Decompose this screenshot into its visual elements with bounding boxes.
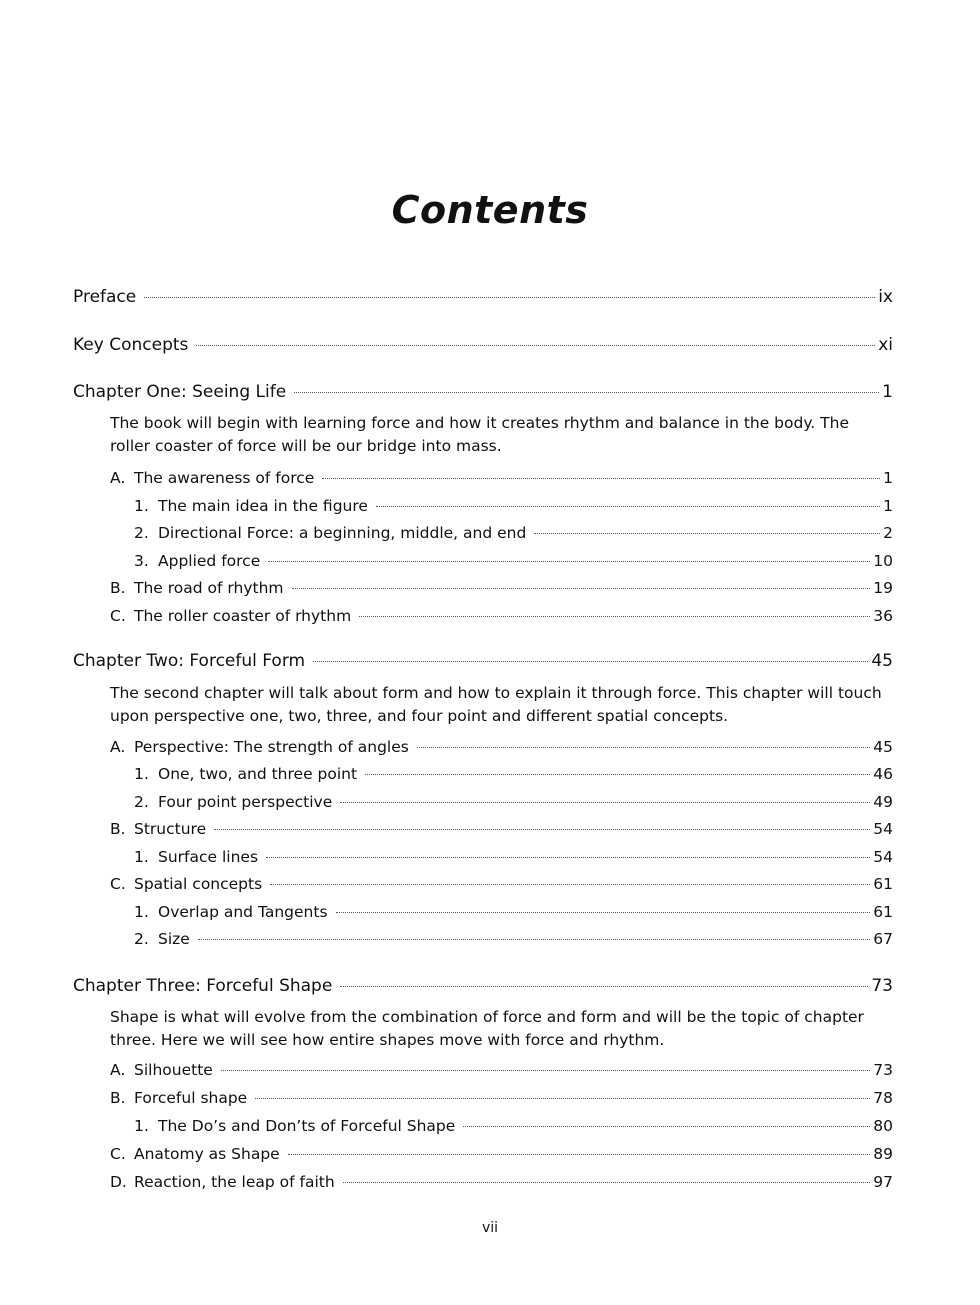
dot-leader	[336, 912, 871, 913]
toc-entry-section[interactable]	[110, 466, 893, 490]
toc-entry-chapter-one[interactable]	[73, 380, 893, 404]
toc-entry-number: 1.	[134, 903, 149, 921]
toc-entry-number: A.	[110, 469, 126, 487]
toc-entry-label: Directional Force: a beginning, middle, and end	[158, 524, 527, 542]
toc-entry-section[interactable]	[110, 735, 893, 759]
toc-entry-number: B.	[110, 1089, 126, 1107]
toc-entry-label: Structure	[134, 820, 207, 838]
toc-entry-section[interactable]	[110, 1170, 893, 1194]
toc-entry-page: 46	[873, 765, 893, 783]
toc-entry-page: 73	[873, 1061, 893, 1079]
toc-entry-subsection[interactable]	[134, 1114, 893, 1138]
toc-entry-page: 54	[873, 848, 893, 866]
dot-leader	[292, 588, 871, 589]
toc-entry-number: C.	[110, 1145, 126, 1163]
toc-entry-number: A.	[110, 1061, 126, 1079]
toc-entry-number: 1.	[134, 848, 149, 866]
toc-entry-page: 78	[873, 1089, 893, 1107]
dot-leader	[198, 939, 870, 940]
dot-leader	[534, 533, 880, 534]
toc-entry-label: Anatomy as Shape	[134, 1145, 280, 1163]
toc-entry-subsection[interactable]	[134, 494, 893, 518]
toc-entry-preface[interactable]	[73, 285, 893, 309]
toc-entry-page: 19	[873, 579, 893, 597]
toc-entry-label: Preface	[73, 287, 137, 307]
dot-leader	[322, 478, 880, 479]
toc-entry-page: 2	[883, 524, 893, 542]
toc-entry-section[interactable]	[110, 576, 893, 600]
toc-entry-number: D.	[110, 1173, 127, 1191]
toc-entry-number: 2.	[134, 524, 149, 542]
toc-entry-label: One, two, and three point	[158, 765, 358, 783]
toc-entry-page: 10	[873, 552, 893, 570]
dot-leader	[313, 661, 868, 662]
toc-entry-section[interactable]	[110, 1086, 893, 1110]
toc-entry-page: 1	[883, 497, 893, 515]
dot-leader	[294, 392, 879, 393]
toc-entry-page: 45	[871, 651, 893, 671]
toc-entry-page: 1	[882, 382, 893, 402]
toc-entry-number: B.	[110, 820, 126, 838]
toc-entry-label: Four point perspective	[158, 793, 333, 811]
toc-entry-label: Spatial concepts	[134, 875, 263, 893]
toc-entry-page: 45	[873, 738, 893, 756]
toc-entry-page: ix	[878, 287, 893, 307]
toc-entry-subsection[interactable]	[134, 845, 893, 869]
dot-leader	[340, 986, 868, 987]
toc-entry-number: 2.	[134, 930, 149, 948]
dot-leader	[288, 1154, 871, 1155]
toc-entry-section[interactable]	[110, 817, 893, 841]
toc-entry-page: 49	[873, 793, 893, 811]
toc-entry-number: C.	[110, 607, 126, 625]
dot-leader	[196, 345, 875, 346]
toc-entry-section[interactable]	[110, 872, 893, 896]
toc-entry-page: 89	[873, 1145, 893, 1163]
toc-entry-page: 1	[883, 469, 893, 487]
toc-entry-subsection[interactable]	[134, 549, 893, 573]
toc-entry-page: 97	[873, 1173, 893, 1191]
toc-entry-number: 1.	[134, 765, 149, 783]
toc-entry-section[interactable]	[110, 604, 893, 628]
toc-entry-subsection[interactable]	[134, 762, 893, 786]
toc-entry-label: Chapter Two: Forceful Form	[73, 651, 306, 671]
dot-leader	[463, 1126, 870, 1127]
toc-entry-number: C.	[110, 875, 126, 893]
dot-leader	[270, 884, 870, 885]
toc-entry-page: 54	[873, 820, 893, 838]
toc-entry-number: 1.	[134, 1117, 149, 1135]
toc-entry-chapter-two[interactable]	[73, 649, 893, 673]
toc-entry-label: Applied force	[158, 552, 261, 570]
toc-entry-label: The road of rhythm	[134, 579, 284, 597]
toc-entry-section[interactable]	[110, 1058, 893, 1082]
toc-entry-chapter-three[interactable]	[73, 974, 893, 998]
toc-entry-label: Perspective: The strength of angles	[134, 738, 409, 756]
toc-entry-page: 61	[873, 875, 893, 893]
toc-entry-label: The Do’s and Don’ts of Forceful Shape	[158, 1117, 456, 1135]
dot-leader	[255, 1098, 870, 1099]
toc-entry-page: 80	[873, 1117, 893, 1135]
toc-entry-label: Forceful shape	[134, 1089, 248, 1107]
toc-entry-subsection[interactable]	[134, 900, 893, 924]
toc-entry-label: Surface lines	[158, 848, 259, 866]
toc-entry-subsection[interactable]	[134, 927, 893, 951]
toc-entry-label: Silhouette	[134, 1061, 213, 1079]
toc-entry-number: B.	[110, 579, 126, 597]
toc-entry-label: Reaction, the leap of faith	[134, 1173, 335, 1191]
dot-leader	[417, 747, 870, 748]
toc-entry-subsection[interactable]	[134, 521, 893, 545]
dot-leader	[268, 561, 870, 562]
toc-entry-label: The main idea in the figure	[158, 497, 368, 515]
toc-entry-label: Chapter One: Seeing Life	[73, 382, 287, 402]
chapter-two-description: The second chapter will talk about form and how to explain it through force. This chapter will touch upon perspective one, two, three, and four point and different spatial concepts.	[110, 684, 882, 725]
dot-leader	[376, 506, 880, 507]
toc-entry-number: 3.	[134, 552, 149, 570]
toc-entry-page: 67	[873, 930, 893, 948]
dot-leader	[365, 774, 870, 775]
toc-entry-label: The roller coaster of rhythm	[134, 607, 352, 625]
page-number: vii	[481, 1220, 499, 1236]
dot-leader	[214, 829, 870, 830]
toc-entry-label: Size	[158, 930, 190, 948]
chapter-three-description: Shape is what will evolve from the combination of force and form and will be the topic of chapter three. Here we will see how entire shapes move with force and rhythm.	[110, 1008, 864, 1049]
toc-entry-page: 61	[873, 903, 893, 921]
toc-entry-page: xi	[878, 335, 893, 355]
dot-leader	[266, 857, 870, 858]
dot-leader	[359, 616, 870, 617]
dot-leader	[340, 802, 870, 803]
toc-entry-label: The awareness of force	[134, 469, 315, 487]
toc-entry-label: Chapter Three: Forceful Shape	[73, 976, 333, 996]
toc-entry-subsection[interactable]	[134, 790, 893, 814]
toc-entry-section[interactable]	[110, 1142, 893, 1166]
toc-entry-label: Key Concepts	[73, 335, 189, 355]
dot-leader	[144, 297, 875, 298]
chapter-one-description: The book will begin with learning force and how it creates rhythm and balance in the body. The roller coaster of force will be our bridge into mass.	[110, 414, 849, 455]
toc-entry-page: 36	[873, 607, 893, 625]
dot-leader	[221, 1070, 870, 1071]
toc-entry-label: Overlap and Tangents	[158, 903, 328, 921]
toc-entry-page: 73	[871, 976, 893, 996]
page-title: Contents	[391, 188, 589, 232]
toc-entry-key-concepts[interactable]	[73, 333, 893, 357]
toc-entry-number: A.	[110, 738, 126, 756]
toc-entry-number: 2.	[134, 793, 149, 811]
toc-entry-number: 1.	[134, 497, 149, 515]
dot-leader	[343, 1182, 871, 1183]
